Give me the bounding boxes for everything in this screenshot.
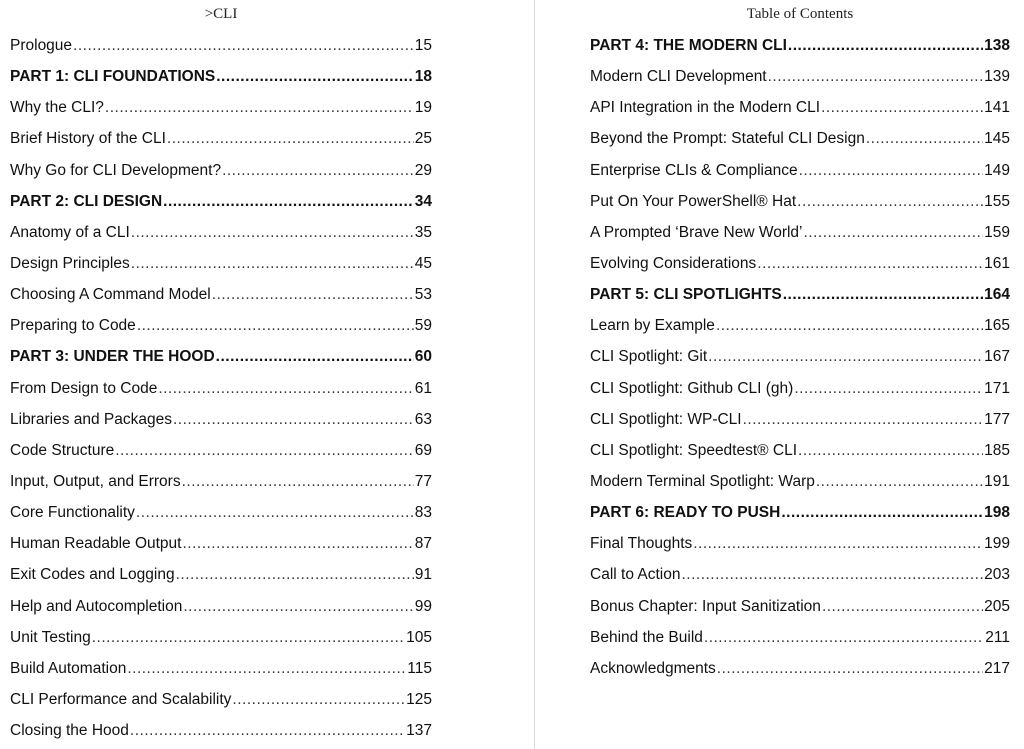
toc-entry[interactable]: [10, 155, 432, 186]
dot-leader: [708, 341, 983, 372]
toc-entry-title: PART 1: CLI FOUNDATIONS: [10, 68, 216, 86]
dot-leader: [716, 310, 983, 341]
toc-page-number: 185: [984, 441, 1010, 459]
toc-page-number: 191: [984, 472, 1010, 490]
toc-entry-title: Core Functionality: [10, 504, 135, 522]
dot-leader: [232, 684, 405, 715]
dot-leader: [783, 279, 983, 310]
toc-entry-title: Exit Codes and Logging: [10, 566, 175, 584]
toc-entry-title: CLI Spotlight: Git: [590, 348, 708, 366]
toc-entry[interactable]: [590, 435, 1010, 466]
toc-page-number: 91: [414, 566, 432, 584]
dot-leader: [173, 404, 414, 435]
toc-entry-title: PART 4: THE MODERN CLI: [590, 37, 787, 54]
dot-leader: [799, 155, 984, 186]
toc-page-number: 87: [414, 535, 432, 553]
dot-leader: [768, 61, 984, 92]
dot-leader: [794, 373, 983, 404]
toc-entry[interactable]: [590, 123, 1010, 154]
dot-leader: [216, 341, 414, 372]
dot-leader: [222, 155, 414, 186]
dot-leader: [131, 217, 414, 248]
toc-entry-title: Prologue: [10, 37, 73, 54]
toc-entry-title: Brief History of the CLI: [10, 130, 166, 148]
toc-page-number: 34: [414, 192, 432, 210]
toc-entry-title: Learn by Example: [590, 317, 715, 335]
toc-page-number: 164: [984, 286, 1010, 304]
toc-list: [10, 30, 432, 746]
toc-page-number: 205: [984, 597, 1010, 615]
toc-page-number: 99: [414, 597, 432, 615]
toc-page-number: 171: [984, 379, 1010, 397]
toc-entry-title: Call to Action: [590, 566, 681, 584]
toc-part-heading[interactable]: [590, 497, 1010, 528]
toc-entry-title: Design Principles: [10, 254, 130, 272]
dot-leader: [105, 92, 414, 123]
toc-entry[interactable]: [590, 591, 1010, 622]
dot-leader: [866, 123, 983, 154]
toc-entry-title: API Integration in the Modern CLI: [590, 99, 821, 117]
toc-entry[interactable]: [590, 559, 1010, 590]
toc-page-number: 211: [985, 628, 1010, 646]
toc-part-heading[interactable]: [10, 61, 432, 92]
toc-page-number: 145: [984, 130, 1010, 148]
toc-entry[interactable]: [590, 186, 1010, 217]
toc-page-number: 161: [984, 254, 1010, 272]
toc-entry[interactable]: [10, 466, 432, 497]
toc-entry[interactable]: [10, 591, 432, 622]
right-page: [535, 0, 1024, 749]
dot-leader: [131, 248, 414, 279]
dot-leader: [92, 622, 405, 653]
dot-leader: [717, 653, 983, 684]
dot-leader: [816, 466, 983, 497]
toc-entry[interactable]: [10, 310, 432, 341]
dot-leader: [212, 279, 414, 310]
toc-page-number: 137: [406, 722, 432, 740]
dot-leader: [757, 248, 983, 279]
toc-page-number: 25: [414, 130, 432, 148]
dot-leader: [182, 466, 414, 497]
toc-entry[interactable]: [10, 217, 432, 248]
dot-leader: [681, 559, 983, 590]
toc-entry-title: Final Thoughts: [590, 535, 693, 553]
toc-page-number: 177: [984, 410, 1010, 428]
dot-leader: [115, 435, 414, 466]
toc-entry[interactable]: [10, 653, 432, 684]
toc-entry-title: PART 6: READY TO PUSH: [590, 504, 781, 522]
toc-entry[interactable]: [10, 248, 432, 279]
toc-entry-title: PART 5: CLI SPOTLIGHTS: [590, 286, 782, 304]
toc-entry-title: Enterprise CLIs & Compliance: [590, 161, 798, 179]
dot-leader: [822, 591, 983, 622]
toc-entry[interactable]: [10, 435, 432, 466]
toc-entry-title: Evolving Considerations: [590, 254, 757, 272]
toc-entry-title: Input, Output, and Errors: [10, 472, 181, 490]
toc-page-number: 60: [414, 348, 432, 366]
toc-entry-title: Closing the Hood: [10, 722, 129, 740]
dot-leader: [167, 123, 414, 154]
toc-entry-title: Help and Autocompletion: [10, 597, 183, 615]
toc-entry[interactable]: [590, 466, 1010, 497]
dot-leader: [183, 591, 413, 622]
toc-entry[interactable]: [10, 528, 432, 559]
toc-page-number: 217: [984, 659, 1010, 677]
dot-leader: [781, 497, 983, 528]
toc-entry-title: Modern Terminal Spotlight: Warp: [590, 472, 815, 490]
dot-leader: [693, 528, 983, 559]
toc-part-heading[interactable]: [10, 341, 432, 372]
toc-page-number: 53: [414, 286, 432, 304]
toc-page-number: 115: [407, 659, 432, 677]
toc-entry[interactable]: [10, 404, 432, 435]
dot-leader: [127, 653, 406, 684]
toc-entry-title: Libraries and Packages: [10, 410, 172, 428]
dot-leader: [163, 186, 414, 217]
toc-list: [590, 30, 1010, 684]
toc-entry-title: Acknowledgments: [590, 659, 716, 677]
toc-entry[interactable]: [590, 341, 1010, 372]
toc-entry[interactable]: [10, 92, 432, 123]
toc-entry-title: CLI Spotlight: Speedtest® CLI: [590, 441, 798, 459]
toc-entry[interactable]: [10, 373, 432, 404]
toc-page-number: 159: [984, 223, 1010, 241]
dot-leader: [136, 497, 414, 528]
toc-page-number: 105: [406, 628, 432, 646]
toc-page-number: 149: [984, 161, 1010, 179]
toc-entry[interactable]: [590, 248, 1010, 279]
dot-leader: [182, 528, 413, 559]
toc-entry[interactable]: [590, 528, 1010, 559]
toc-entry-title: Code Structure: [10, 441, 115, 459]
dot-leader: [216, 61, 414, 92]
toc-page-number: 199: [984, 535, 1010, 553]
toc-entry-title: Behind the Build: [590, 628, 703, 646]
toc-page-number: 141: [984, 99, 1010, 117]
dot-leader: [137, 310, 414, 341]
toc-entry-title: A Prompted ‘Brave New World’: [590, 223, 803, 241]
dot-leader: [804, 217, 984, 248]
toc-entry[interactable]: [10, 123, 432, 154]
toc-part-heading[interactable]: [590, 30, 1010, 61]
toc-entry-title: Why the CLI?: [10, 99, 104, 117]
toc-entry[interactable]: [10, 715, 432, 746]
toc-entry-title: PART 3: UNDER THE HOOD: [10, 348, 215, 366]
dot-leader: [158, 373, 413, 404]
toc-entry-title: CLI Spotlight: Github CLI (gh): [590, 379, 794, 397]
toc-entry-title: Unit Testing: [10, 628, 91, 646]
toc-page-number: 19: [414, 99, 432, 117]
toc-page-number: 139: [984, 68, 1010, 86]
toc-page-number: 198: [984, 504, 1010, 522]
toc-entry[interactable]: [10, 497, 432, 528]
toc-page-number: 63: [414, 410, 432, 428]
toc-entry-title: CLI Spotlight: WP-CLI: [590, 410, 742, 428]
toc-page-number: 165: [984, 317, 1010, 335]
toc-page-number: 35: [414, 223, 432, 241]
toc-entry-title: Why Go for CLI Development?: [10, 161, 222, 179]
toc-page-number: 29: [414, 161, 432, 179]
toc-part-heading[interactable]: [590, 279, 1010, 310]
toc-entry[interactable]: [590, 61, 1010, 92]
toc-page-number: 77: [414, 472, 432, 490]
toc-entry-title: Preparing to Code: [10, 317, 136, 335]
toc-entry-title: Bonus Chapter: Input Sanitization: [590, 597, 821, 615]
dot-leader: [743, 404, 984, 435]
dot-leader: [73, 30, 414, 61]
toc-entry-title: Modern CLI Development: [590, 68, 767, 86]
toc-entry[interactable]: [590, 92, 1010, 123]
toc-page-number: 138: [984, 37, 1010, 54]
toc-page-number: 45: [414, 254, 432, 272]
toc-entry-title: Build Automation: [10, 659, 127, 677]
toc-entry[interactable]: [590, 310, 1010, 341]
toc-entry[interactable]: [10, 684, 432, 715]
toc-entry-title: Human Readable Output: [10, 535, 182, 553]
toc-entry[interactable]: [590, 217, 1010, 248]
toc-page-number: 69: [414, 441, 432, 459]
toc-entry[interactable]: [590, 653, 1010, 684]
toc-entry[interactable]: [590, 622, 1010, 653]
toc-page-number: 155: [984, 192, 1010, 210]
toc-page-number: 18: [414, 68, 432, 86]
toc-entry-title: Beyond the Prompt: Stateful CLI Design: [590, 130, 865, 148]
toc-entry-title: Choosing A Command Model: [10, 286, 211, 304]
dot-leader: [821, 92, 983, 123]
toc-entry[interactable]: [10, 30, 432, 61]
toc-entry[interactable]: [590, 373, 1010, 404]
toc-entry-title: PART 2: CLI DESIGN: [10, 192, 163, 210]
toc-page-number: 125: [406, 690, 432, 708]
dot-leader: [130, 715, 405, 746]
toc-entry-title: CLI Performance and Scalability: [10, 690, 232, 708]
toc-page-number: 203: [984, 566, 1010, 584]
toc-page-number: 83: [414, 504, 432, 522]
toc-page-number: 61: [414, 379, 432, 397]
page-header: >CLI: [204, 6, 238, 22]
toc-entry[interactable]: [10, 559, 432, 590]
toc-part-heading[interactable]: [10, 186, 432, 217]
toc-entry-title: Anatomy of a CLI: [10, 223, 130, 241]
dot-leader: [704, 622, 984, 653]
page-header: Table of Contents: [746, 6, 854, 22]
dot-leader: [797, 186, 983, 217]
toc-entry[interactable]: [10, 279, 432, 310]
toc-page-number: 167: [984, 348, 1010, 366]
dot-leader: [788, 30, 983, 61]
toc-entry[interactable]: [590, 404, 1010, 435]
toc-entry-title: Put On Your PowerShell® Hat: [590, 192, 797, 210]
dot-leader: [176, 559, 414, 590]
toc-entry[interactable]: [590, 155, 1010, 186]
toc-page-number: 59: [414, 317, 432, 335]
toc-entry[interactable]: [10, 622, 432, 653]
toc-entry-title: From Design to Code: [10, 379, 158, 397]
dot-leader: [798, 435, 983, 466]
toc-page-number: 15: [414, 37, 432, 54]
